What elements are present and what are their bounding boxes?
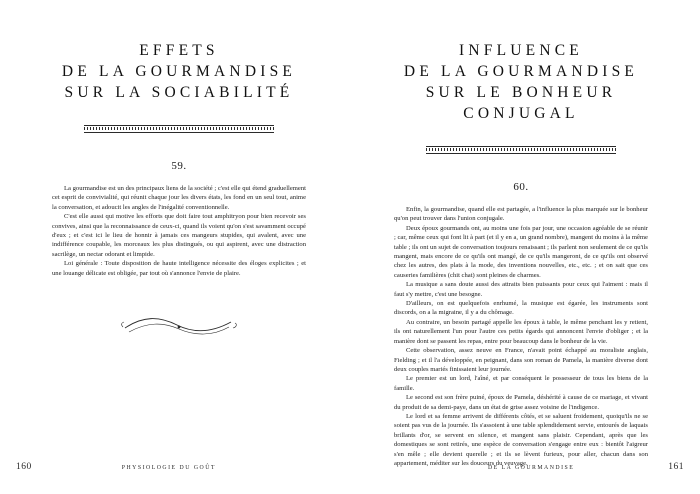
decorative-ornament xyxy=(119,312,239,338)
paragraph: C'est elle aussi qui motive les efforts que doit faire tout amphitryon pour bien recevoir ses convives, ainsi que la reconnaissance de ceux-ci, quand ils voient qu'on s'est savamment occupé d'eux ; et c'est ici le lieu de honnir à jamais ces mangeurs stupides, qui avalent, avec une indifférence coupable, les morceaux les plus distingués, ou qui aspirent, avec une distraction sacrilège, un nectar odorant et limpide. xyxy=(52,213,306,258)
folio-number: 161 xyxy=(668,462,684,472)
paragraph: Le premier est un lord, l'aîné, et par conséquent le possesseur de tous les biens de la famille. xyxy=(394,375,648,392)
title-line-1: INFLUENCE xyxy=(459,42,583,59)
right-page xyxy=(350,0,700,494)
right-page-footer xyxy=(350,462,700,472)
title-line-4: CONJUGAL xyxy=(463,105,579,122)
running-head: PHYSIOLOGIE DU GOÛT xyxy=(121,465,216,471)
paragraph: Loi générale : Toute disposition de haute intelligence nécessite des éloges explicites ; et une louange délicate est obligée, par tout où s'annonce l'envie de plaire. xyxy=(52,260,306,277)
left-page-footer xyxy=(0,462,350,472)
paragraph: Cette observation, assez neuve en France, n'avait point échappé au moraliste anglais, Fielding ; et il l'a développée, en peignant, dans son roman de Pamela, la manière diverse dont deux couples mariés finissaient leur journée. xyxy=(394,347,648,373)
section-number-right: 60. xyxy=(513,181,529,193)
title-line-2: DE LA GOURMANDISE xyxy=(403,63,639,80)
paragraph: La musique a sans doute aussi des attraits bien puissants pour ceux qui l'aiment : mais il faut s'y mettre, c'est une besogne. xyxy=(394,281,648,298)
folio-number: 160 xyxy=(16,462,32,472)
title-line-3: SUR LE BONHEUR xyxy=(425,84,617,101)
paragraph: La gourmandise est un des principaux liens de la société ; c'est elle qui étend graduellement cet esprit de convivialité, qui réunit chaque jour les divers états, les fond en un seul tout, anime la conversation, et adoucit les angles de l'inégalité conventionnelle. xyxy=(52,185,306,211)
paragraph: Le second est son frère puiné, époux de Pamela, déshérité à cause de ce mariage, et vivant du produit de sa demi-paye, dans un état de grise assez voisine de l'indigence. xyxy=(394,394,648,411)
title-line-3: SUR LA SOCIABILITÉ xyxy=(64,84,294,101)
title-divider-rule-right xyxy=(426,146,616,153)
right-page-body xyxy=(394,205,648,468)
title-divider-rule-left xyxy=(84,125,274,132)
paragraph: Enfin, la gourmandise, quand elle est partagée, a l'influence la plus marquée sur le bonheur qu'on peut trouver dans l'union conjugale. xyxy=(394,206,648,223)
left-page-title xyxy=(52,40,306,103)
right-page-title xyxy=(394,40,648,124)
title-line-2: DE LA GOURMANDISE xyxy=(61,63,297,80)
paragraph: Au contraire, un besoin partagé appelle les époux à table, le même penchant les y retient, ils ont naturellement l'un pour l'autre ces petits égards qui annoncent l'envie d'obliger ; et la manière dont se passent les repas, entre pour beaucoup dans le bonheur de la vie. xyxy=(394,318,648,345)
title-line-1: EFFETS xyxy=(139,42,219,59)
section-number-left: 59. xyxy=(171,160,187,172)
running-head: DE LA GOURMANDISE xyxy=(487,465,575,471)
paragraph: Deux époux gourmands ont, au moins une fois par jour, une occasion agréable de se réunir ; car, même ceux qui font lit à part (et il y en a, un grand nombre), mangent du moins à la même table ; ils ont un sujet de conversation toujours renaissant ; ils parlent non seulement de ce qu'ils mangent, mais encore de ce qu'ils ont mangé, de ce qu'ils mangeront, de ce qu'ils ont observé chez les autres, des plats à la mode, des inventions nouvelles, etc., etc. ; et on sait que ces causeries familières (chit chat) sont pleines de charmes. xyxy=(394,224,648,279)
left-page-body xyxy=(52,184,306,278)
paragraph: D'ailleurs, on est quelquefois enrhumé, la musique est égarée, les instruments sont discords, on a la migraine, il y a du chômage. xyxy=(394,300,648,317)
paragraph: Le lord et sa femme arrivent de différents côtés, et se saluent froidement, quoiqu'ils ne se soient pas vus de la journée. Ils s'assoient à une table splendidement servie, entourés de laquais brillants d'or, se servent en silence, et mangent sans plaisir. Cependant, après que les domestiques se sont retirés, une espèce de conversation s'engage entre eux : bientôt l'aigreur s'en mêle ; elle devient querelle ; et ils se lèvent furieux, pour aller, chacun dans son appartement, méditer sur les douceurs du veuvage. xyxy=(394,412,648,467)
